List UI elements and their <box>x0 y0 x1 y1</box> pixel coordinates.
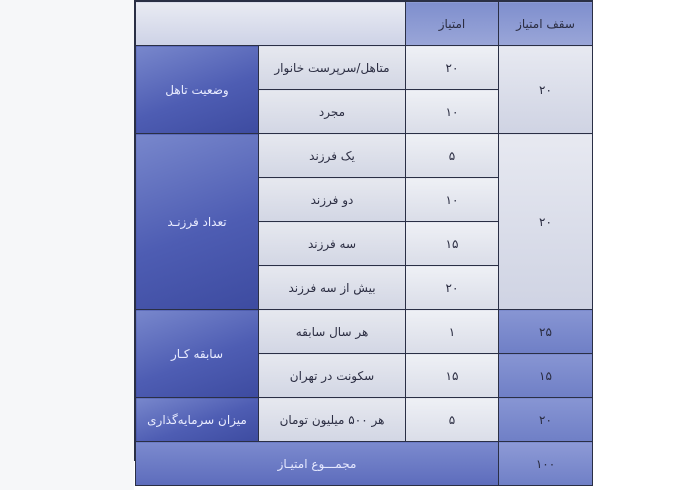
work-cap-1: ۲۵ <box>499 310 593 354</box>
investment-label: هر ۵۰۰ میلیون تومان <box>259 398 406 442</box>
children-points-1: ۵ <box>406 134 499 178</box>
total-label: مجمـــوع امتیـاز <box>136 442 499 486</box>
children-points-3: ۱۵ <box>406 222 499 266</box>
children-label-3: سه فرزند <box>259 222 406 266</box>
header-points: امتیاز <box>406 2 499 46</box>
marital-points-2: ۱۰ <box>406 90 499 134</box>
points-table-container <box>134 0 593 471</box>
work-label-2: سکونت در تهران <box>259 354 406 398</box>
children-points-2: ۱۰ <box>406 178 499 222</box>
header-cap: سقف امتیاز <box>499 2 593 46</box>
children-category: تعداد فرزنـد <box>136 134 259 310</box>
children-label-1: یک فرزند <box>259 134 406 178</box>
children-label-4: بیش از سه فرزند <box>259 266 406 310</box>
children-label-2: دو فرزند <box>259 178 406 222</box>
work-label-1: هر سال سابقه <box>259 310 406 354</box>
marital-category: وضعیت تاهل <box>136 46 259 134</box>
investment-points: ۵ <box>406 398 499 442</box>
left-margin <box>0 0 134 490</box>
work-points-2: ۱۵ <box>406 354 499 398</box>
work-points-1: ۱ <box>406 310 499 354</box>
children-cap: ۲۰ <box>499 134 593 310</box>
investment-cap: ۲۰ <box>499 398 593 442</box>
marital-points-1: ۲۰ <box>406 46 499 90</box>
marital-cap: ۲۰ <box>499 46 593 134</box>
marital-label-1: متاهل/سرپرست خانوار <box>259 46 406 90</box>
work-category: سابقه کـار <box>136 310 259 398</box>
marital-label-2: مجرد <box>259 90 406 134</box>
total-value: ۱۰۰ <box>499 442 593 486</box>
header-blank <box>136 2 406 46</box>
points-table <box>135 1 593 486</box>
investment-category: میزان سرمایه‌گذاری <box>136 398 259 442</box>
work-cap-2: ۱۵ <box>499 354 593 398</box>
children-points-4: ۲۰ <box>406 266 499 310</box>
